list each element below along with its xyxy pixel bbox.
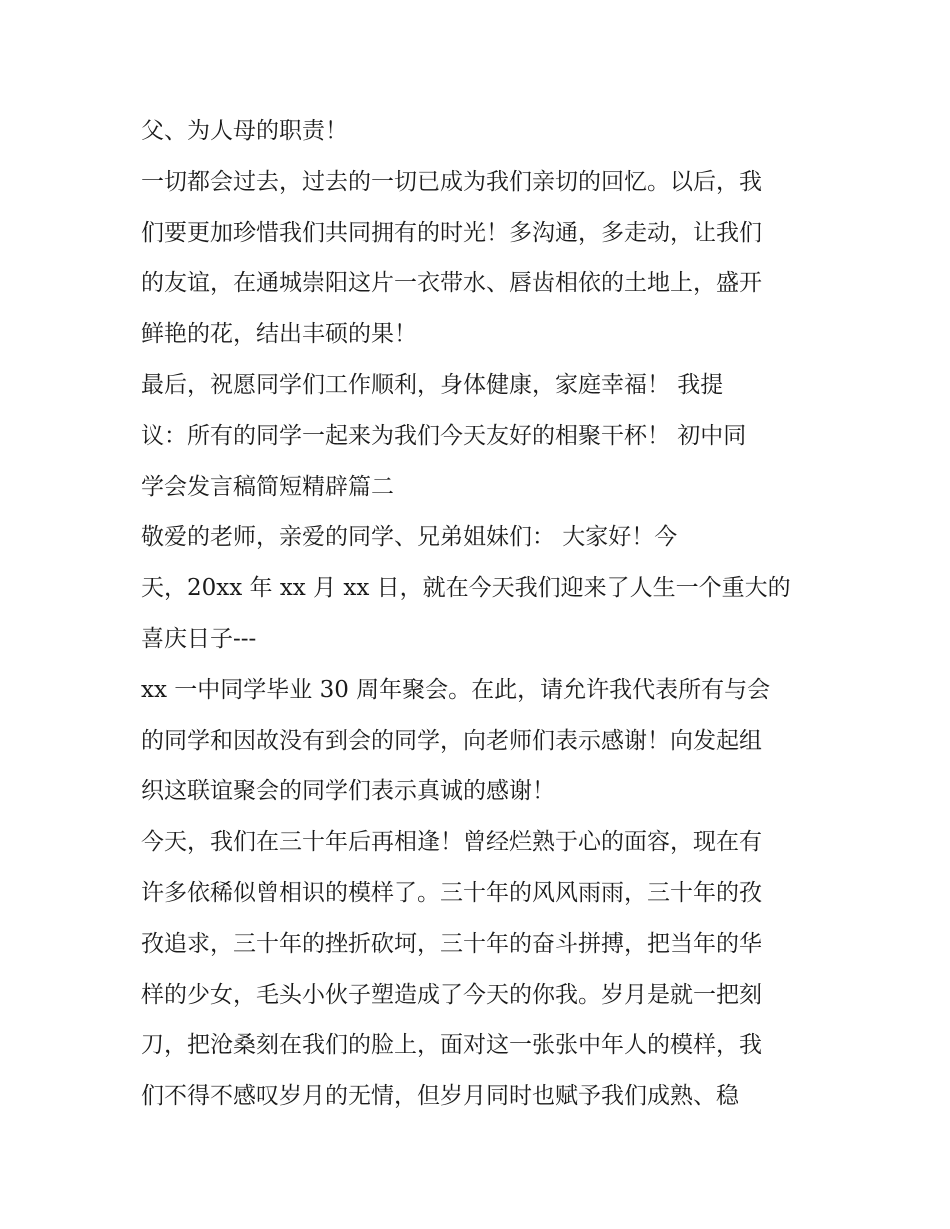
text-line-10: 天，20xx 年 xx 月 xx 日，就在今天我们迎来了人生一个重大的: [141, 575, 791, 602]
text-line-6: 最后，祝愿同学们工作顺利，身体健康，家庭幸福！ 我提: [141, 371, 724, 398]
text-line-16: 许多依稀似曾相识的模样了。三十年的风风雨雨，三十年的孜: [141, 879, 762, 906]
text-line-3: 们要更加珍惜我们共同拥有的时光！多沟通，多走动，让我们: [141, 219, 762, 246]
text-line-13: 的同学和因故没有到会的同学，向老师们表示感谢！向发起组: [141, 727, 762, 754]
text-body: [141, 106, 831, 1122]
text-line-1: 父、为人母的职责！: [141, 118, 348, 144]
text-line-15: 今天，我们在三十年后再相逢！曾经烂熟于心的面容，现在有: [141, 829, 762, 856]
text-line-19: 刀，把沧桑刻在我们的脸上，面对这一张张中年人的模样，我: [141, 1032, 762, 1059]
text-line-18: 样的少女，毛头小伙子塑造成了今天的你我。岁月是就一把刻: [141, 981, 762, 1008]
text-line-9: 敬爱的老师，亲爱的同学、兄弟姐妹们： 大家好！今: [141, 524, 678, 551]
text-line-17: 孜追求，三十年的挫折砍坷，三十年的奋斗拼搏，把当年的华: [141, 930, 762, 957]
text-line-7: 议：所有的同学一起来为我们今天友好的相聚干杯！ 初中同: [141, 422, 747, 449]
text-line-4: 的友谊，在通城崇阳这片一衣带水、唇齿相依的土地上，盛开: [141, 270, 762, 297]
text-line-12: xx 一中同学毕业 30 周年聚会。在此，请允许我代表所有与会: [141, 676, 771, 703]
text-line-14: 织这联谊聚会的同学们表示真诚的感谢！: [141, 778, 555, 805]
text-line-8: 学会发言稿简短精辟篇二: [141, 473, 394, 500]
text-line-11: 喜庆日子---: [141, 625, 257, 652]
text-line-5: 鲜艳的花，结出丰硕的果！: [141, 321, 417, 348]
text-line-20: 们不得不感叹岁月的无情，但岁月同时也赋予我们成熟、稳: [141, 1083, 739, 1110]
text-line-2: 一切都会过去，过去的一切已成为我们亲切的回忆。以后，我: [141, 168, 762, 195]
